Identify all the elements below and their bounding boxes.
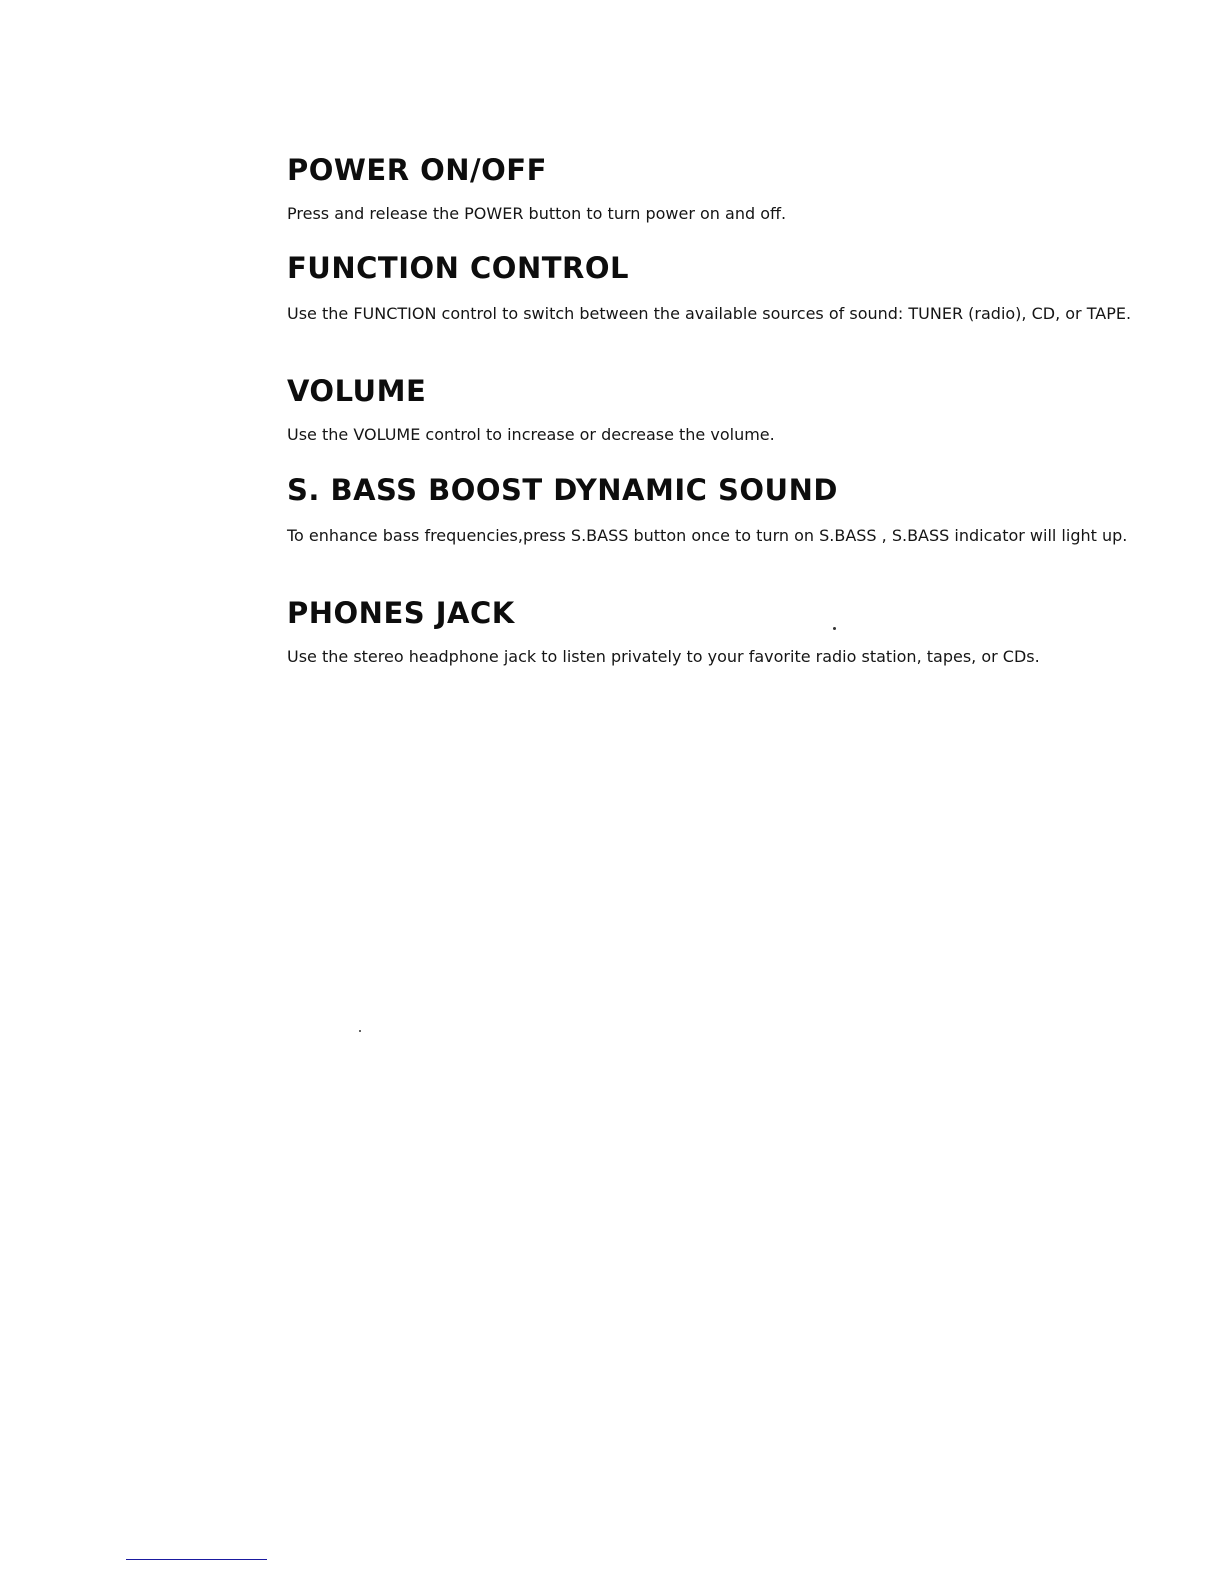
section-heading: PHONES JACK: [287, 596, 515, 630]
section-power-on-off: [287, 153, 1147, 225]
section-text: To enhance bass frequencies,press S.BASS button once to turn on S.BASS , S.BASS indicator will light up.: [287, 526, 1128, 545]
section-s-bass-boost: [287, 473, 1147, 547]
section-phones-jack: [287, 596, 1147, 668]
section-text: Press and release the POWER button to turn power on and off.: [287, 204, 787, 223]
section-heading: VOLUME: [287, 374, 427, 408]
section-volume: [287, 374, 1147, 446]
section-heading: S. BASS BOOST DYNAMIC SOUND: [287, 473, 838, 507]
scan-speck: [833, 627, 836, 630]
section-text: Use the FUNCTION control to switch between the available sources of sound: TUNER (radio), CD, or TAPE.: [287, 304, 1132, 323]
section-function-control: [287, 251, 1147, 325]
section-text: Use the VOLUME control to increase or decrease the volume.: [287, 425, 775, 444]
footer-rule: [126, 1559, 267, 1560]
section-heading: FUNCTION CONTROL: [287, 251, 629, 285]
scan-speck: [359, 1030, 361, 1032]
section-text: Use the stereo headphone jack to listen privately to your favorite radio station, tapes, or CDs.: [287, 647, 1040, 666]
section-heading: POWER ON/OFF: [287, 153, 547, 187]
